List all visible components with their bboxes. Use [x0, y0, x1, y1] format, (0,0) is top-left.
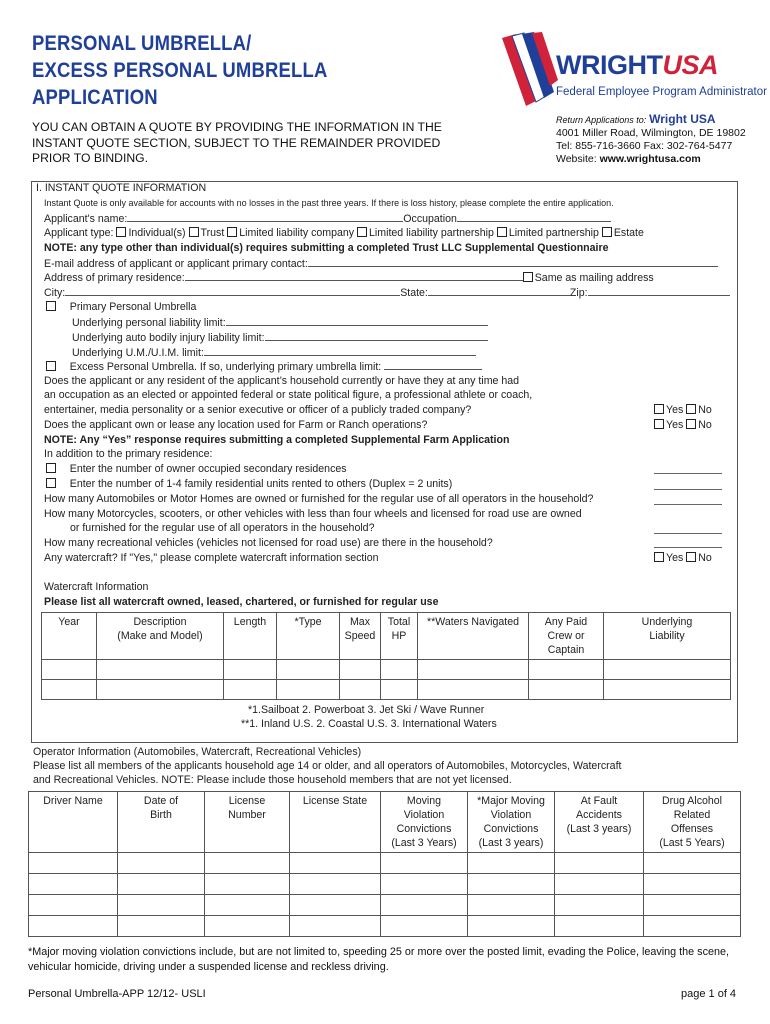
type-llc-checkbox[interactable]: [227, 227, 237, 237]
applicant-name-label: Applicant's name:: [44, 213, 128, 225]
underlying-auto-label: Underlying auto bodily injury liability limit:: [72, 332, 265, 344]
col-drug-alcohol: [644, 792, 741, 853]
title-line-2: EXCESS PERSONAL UMBRELLA: [32, 59, 328, 82]
farm-question: Does the applicant own or lease any location used for Farm or Ranch operations?: [44, 419, 428, 431]
type-llp-label: Limited liability partnership: [369, 227, 494, 239]
col-license-line-1: License: [228, 795, 266, 807]
excess-checkbox[interactable]: [46, 361, 56, 371]
logo-wordmark: [556, 50, 718, 81]
watercraft-question: Any watercraft? If "Yes," please complete watercraft information section: [44, 552, 379, 564]
state-label: State:: [400, 287, 428, 299]
applicant-name-row: [44, 212, 611, 225]
return-company: Wright USA: [649, 112, 716, 126]
col-dob: [118, 792, 205, 853]
type-trust-label: Trust: [200, 227, 225, 239]
logo-subtitle: Federal Employee Program Administrator: [556, 86, 767, 98]
instant-quote-note: Instant Quote is only available for accounts with no losses in the past three years. If there is loss history, please complete the entire application.: [44, 198, 614, 208]
operators-line-2: Please list all members of the applicants household age 14 or older, and all operators of Automobiles, Motorcycles, Watercraft: [33, 760, 622, 772]
type-llp-checkbox[interactable]: [357, 227, 367, 237]
address: 4001 Miller Road, Wilmington, DE 19802: [556, 127, 746, 139]
motorcycles-question-1: How many Motorcycles, scooters, or other vehicles with less than four wheels and licensed for road use are owned: [44, 508, 582, 520]
logo-usa: USA: [662, 50, 718, 80]
operators-line-3: and Recreational Vehicles. NOTE: Please include those household members that are not yet licensed.: [33, 774, 512, 786]
col-year: Year: [42, 613, 97, 660]
waters-footnote: **1. Inland U.S. 2. Coastal U.S. 3. International Waters: [241, 718, 497, 730]
col-license-line-2: Number: [228, 809, 266, 821]
form-id: Personal Umbrella-APP 12/12- USLI: [28, 988, 206, 1000]
secondary-row: [46, 463, 347, 475]
watercraft-header-row: [42, 613, 731, 660]
excess-field[interactable]: [384, 360, 482, 370]
col-at-fault-line-2: Accidents: [576, 809, 622, 821]
watercraft-yes-no: [654, 552, 712, 564]
col-description: [97, 613, 224, 660]
rented-label: Enter the number of 1-4 family residential units rented to others (Duplex = 2 units): [69, 478, 453, 490]
yes-label: Yes: [666, 404, 684, 416]
underlying-um-label: Underlying U.M./U.I.M. limit:: [72, 347, 204, 359]
col-liability-line-1: Underlying: [641, 616, 693, 628]
col-driver: Driver Name: [29, 792, 118, 853]
same-as-mailing-checkbox[interactable]: [523, 272, 533, 282]
rec-question: How many recreational vehicles (vehicles not licensed for road use) are there in the household?: [44, 537, 493, 549]
col-speed-line-2: Speed: [344, 630, 376, 642]
motorcycles-question-2: or furnished for the regular use of all operators in the household?: [70, 522, 375, 534]
in-addition-label: In addition to the primary residence:: [44, 448, 213, 460]
col-drug-line-3: Offenses: [670, 823, 714, 835]
watercraft-heading: Watercraft Information: [44, 581, 149, 593]
no-label: No: [698, 552, 712, 564]
city-label: City:: [44, 287, 66, 299]
secondary-checkbox[interactable]: [46, 463, 56, 473]
logo-main: WRIGHT: [556, 50, 663, 80]
col-moving-line-1: Moving: [406, 795, 442, 807]
return-address: [556, 113, 746, 166]
rented-row: [46, 478, 452, 490]
major-violation-note: *Major moving violation convictions include, but are not limited to, speeding 25 or more over the posted limit, evading the Police, leaving the scene, vehicular homicide, driving under a suspended license and reckless driving.: [28, 946, 729, 973]
col-moving-line-4: (Last 3 Years): [391, 837, 457, 849]
col-waters: **Waters Navigated: [418, 613, 529, 660]
watercraft-subheading: Please list all watercraft owned, leased, chartered, or furnished for regular use: [44, 596, 439, 608]
occupation-yes-no: [654, 404, 712, 416]
col-dob-line-1: Date of: [143, 795, 179, 807]
col-at-fault: [555, 792, 644, 853]
col-major: [468, 792, 555, 853]
type-estate-checkbox[interactable]: [602, 227, 612, 237]
occupation-question-2: an occupation as an elected or appointed federal or state political figure, a professional athlete or coach,: [44, 389, 533, 401]
col-drug-line-2: Related: [673, 809, 711, 821]
col-speed: [340, 613, 381, 660]
underlying-personal-field[interactable]: [226, 316, 488, 326]
table-row[interactable]: [29, 853, 741, 874]
page-title: [32, 30, 328, 111]
primary-label: Primary Personal Umbrella: [69, 301, 197, 313]
col-hp-line-2: HP: [391, 630, 407, 642]
col-major-line-3: Convictions: [483, 823, 539, 835]
operators-table: [28, 791, 741, 937]
col-crew-line-2: Crew or: [547, 630, 585, 642]
col-speed-line-1: Max: [349, 616, 370, 628]
residence-field[interactable]: [185, 271, 523, 281]
type-note: NOTE: any type other than individual(s) requires submitting a completed Trust LLC Supplemental Questionnaire: [44, 242, 609, 254]
autos-count-field[interactable]: [654, 504, 722, 505]
return-label: Return Applications to:: [556, 115, 647, 125]
underlying-auto-row: [72, 331, 488, 344]
type-llc-label: Limited liability company: [239, 227, 355, 239]
phone: Tel: 855-716-3660 Fax: 302-764-5477: [556, 140, 733, 152]
type-individual-label: Individual(s): [128, 227, 186, 239]
col-major-line-2: Violation: [490, 809, 532, 821]
operators-heading: Operator Information (Automobiles, Watercraft, Recreational Vehicles): [33, 746, 362, 758]
residence-label: Address of primary residence:: [44, 272, 185, 284]
table-row[interactable]: [29, 916, 741, 937]
occupation-no-checkbox[interactable]: [686, 404, 696, 414]
occupation-label: Occupation: [403, 213, 457, 225]
table-row[interactable]: [29, 895, 741, 916]
title-line-3: APPLICATION: [32, 86, 158, 109]
residence-row: [44, 271, 654, 284]
applicant-type-row: [44, 227, 644, 239]
col-description-line-1: Description: [133, 616, 187, 628]
col-license-state: License State: [290, 792, 381, 853]
primary-checkbox[interactable]: [46, 301, 56, 311]
col-liability: [604, 613, 731, 660]
no-label: No: [698, 404, 712, 416]
col-at-fault-line-1: At Fault: [580, 795, 618, 807]
col-moving-line-3: Convictions: [396, 823, 452, 835]
email-row: [44, 257, 718, 270]
occupation-question-3: entertainer, media personality or a senior executive or officer of a publicly traded company?: [44, 404, 472, 416]
table-row[interactable]: [42, 680, 731, 700]
col-moving: [381, 792, 468, 853]
col-type: *Type: [277, 613, 340, 660]
type-estate-label: Estate: [613, 227, 644, 239]
occupation-question-1: Does the applicant or any resident of the applicant’s household currently or have they at any time had: [44, 375, 520, 387]
operators-header-row: [29, 792, 741, 853]
farm-yes-no: [654, 419, 712, 431]
table-row[interactable]: [42, 660, 731, 680]
col-moving-line-2: Violation: [403, 809, 445, 821]
type-individual-checkbox[interactable]: [116, 227, 126, 237]
excess-row: [46, 360, 482, 373]
secondary-label: Enter the number of owner occupied secondary residences: [69, 463, 347, 475]
col-major-line-4: (Last 3 years): [478, 837, 544, 849]
city-field[interactable]: [65, 286, 400, 296]
col-drug-line-1: Drug Alcohol: [661, 795, 723, 807]
col-length: Length: [224, 613, 277, 660]
rented-checkbox[interactable]: [46, 478, 56, 488]
farm-no-checkbox[interactable]: [686, 419, 696, 429]
email-label: E-mail address of applicant or applicant primary contact:: [44, 258, 308, 270]
farm-yes-checkbox[interactable]: [654, 419, 664, 429]
underlying-personal-label: Underlying personal liability limit:: [72, 317, 226, 329]
rec-count-field[interactable]: [654, 547, 722, 548]
same-as-mailing-label: Same as mailing address: [534, 272, 654, 284]
zip-field[interactable]: [588, 286, 730, 296]
section-heading: I. INSTANT QUOTE INFORMATION: [36, 182, 207, 194]
underlying-auto-field[interactable]: [265, 331, 488, 341]
zip-label: Zip:: [569, 287, 588, 299]
col-at-fault-line-3: (Last 3 years): [566, 823, 632, 835]
col-major-line-1: *Major Moving: [477, 795, 545, 807]
autos-question: How many Automobiles or Motor Homes are owned or furnished for the regular use of all operators in the household?: [44, 493, 594, 505]
col-hp: [381, 613, 418, 660]
city-row: [44, 286, 730, 299]
col-hp-line-1: Total: [387, 616, 411, 628]
email-field[interactable]: [308, 257, 718, 267]
type-footnote: *1.Sailboat 2. Powerboat 3. Jet Ski / Wave Runner: [248, 704, 485, 716]
col-dob-line-2: Birth: [150, 809, 172, 821]
rented-count-field[interactable]: [654, 489, 722, 490]
col-crew-line-3: Captain: [547, 644, 585, 656]
underlying-personal-row: [72, 316, 488, 329]
farm-note: NOTE: Any “Yes” response requires submitting a completed Supplemental Farm Application: [44, 434, 510, 446]
applicant-type-label: Applicant type:: [44, 227, 114, 239]
underlying-um-field[interactable]: [204, 346, 476, 356]
excess-label: Excess Personal Umbrella. If so, underlying primary umbrella limit:: [69, 361, 382, 373]
intro-text: YOU CAN OBTAIN A QUOTE BY PROVIDING THE INFORMATION IN THE INSTANT QUOTE SECTION, SUBJECT TO THE REMAINDER PROVIDED PRIOR TO BINDING.: [32, 120, 442, 165]
yes-label: Yes: [666, 552, 684, 564]
applicant-name-field[interactable]: [127, 212, 403, 222]
col-crew-line-1: Any Paid: [544, 616, 588, 628]
title-line-1: PERSONAL UMBRELLA/: [32, 32, 252, 55]
watercraft-no-checkbox[interactable]: [686, 552, 696, 562]
occupation-field[interactable]: [457, 212, 611, 222]
watercraft-yes-checkbox[interactable]: [654, 552, 664, 562]
website: www.wrightusa.com: [599, 153, 701, 165]
type-trust-checkbox[interactable]: [189, 227, 199, 237]
col-drug-line-4: (Last 5 Years): [659, 837, 725, 849]
state-field[interactable]: [428, 286, 570, 296]
page-number: page 1 of 4: [681, 988, 737, 1000]
type-lp-checkbox[interactable]: [497, 227, 507, 237]
col-crew: [529, 613, 604, 660]
primary-row: [46, 301, 196, 313]
no-label: No: [698, 419, 712, 431]
type-lp-label: Limited partnership: [508, 227, 599, 239]
website-label: Website:: [556, 153, 597, 165]
occupation-yes-checkbox[interactable]: [654, 404, 664, 414]
underlying-um-row: [72, 346, 476, 359]
col-liability-line-2: Liability: [649, 630, 685, 642]
motorcycles-count-field[interactable]: [654, 533, 722, 534]
table-row[interactable]: [29, 874, 741, 895]
col-description-line-2: (Make and Model): [117, 630, 203, 642]
watercraft-table: [41, 612, 731, 700]
yes-label: Yes: [666, 419, 684, 431]
col-license: [205, 792, 290, 853]
secondary-count-field[interactable]: [654, 473, 722, 474]
